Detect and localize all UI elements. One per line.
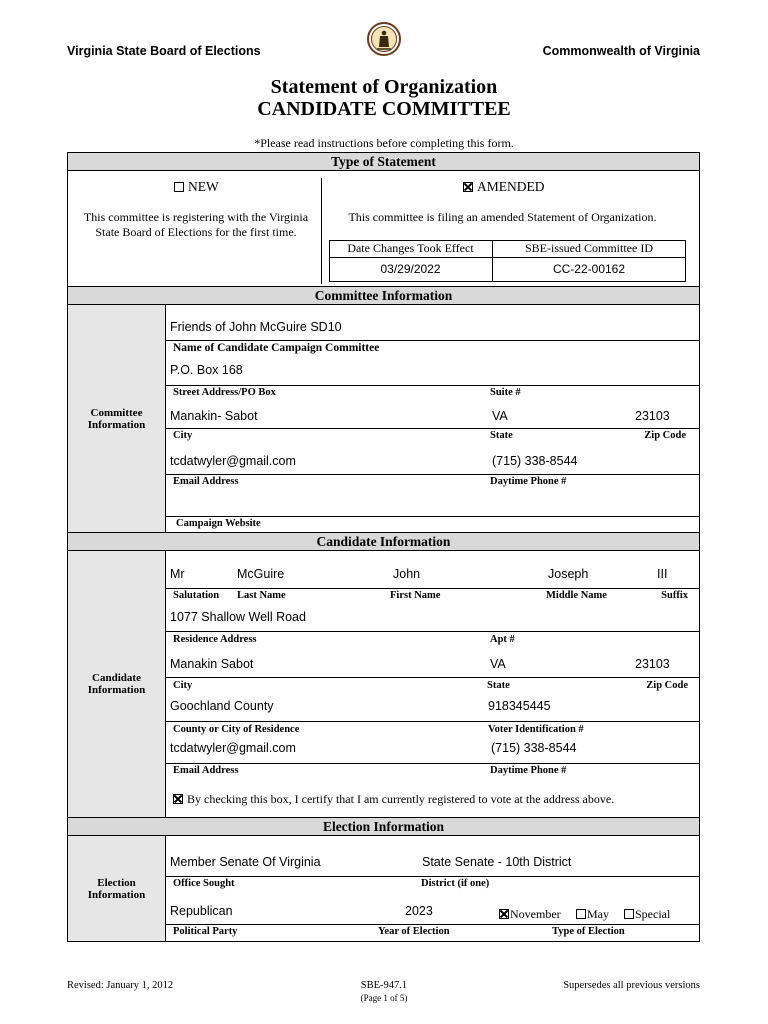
type-of-statement-heading: Type of Statement (67, 152, 700, 171)
suffix-input[interactable]: III (657, 567, 668, 581)
date-changes-label: Date Changes Took Effect (347, 241, 474, 255)
candidate-state-input[interactable]: VA (490, 657, 506, 671)
office-sought-label: Office Sought (173, 878, 235, 889)
first-name-input[interactable]: John (393, 567, 421, 581)
november-checkbox-icon (499, 909, 509, 919)
committee-city-input[interactable]: Manakin- Sabot (170, 409, 258, 423)
amended-checkbox[interactable]: AMENDED (463, 179, 545, 195)
candidate-info-heading: Candidate Information (67, 532, 700, 551)
election-side-label: Election Information (68, 836, 166, 941)
district-label: District (if one) (421, 878, 490, 889)
new-description: This committee is registering with the Virginia State Board of Elections for the first time. (83, 210, 309, 239)
candidate-email-input[interactable]: tcdatwyler@gmail.com (170, 741, 296, 755)
footer-revised: Revised: January 1, 2012 (67, 980, 174, 991)
date-changes-value[interactable]: 03/29/2022 (380, 262, 441, 276)
amended-description: This committee is filing an amended Statement of Organization. (348, 210, 657, 224)
committee-phone-input[interactable]: (715) 338-8544 (492, 454, 578, 468)
november-checkbox[interactable]: November (499, 907, 561, 922)
special-checkbox[interactable]: Special (624, 907, 670, 922)
residence-address-label: Residence Address (173, 634, 257, 645)
candidate-city-input[interactable]: Manakin Sabot (170, 657, 254, 671)
candidate-email-label: Email Address (173, 765, 239, 776)
form-subtitle: CANDIDATE COMMITTEE (257, 98, 511, 120)
new-checkbox[interactable]: NEW (174, 179, 219, 195)
candidate-side-label: Candidate Information (68, 551, 166, 817)
form-title: Statement of Organization (270, 76, 498, 98)
political-party-input[interactable]: Republican (170, 904, 233, 918)
county-input[interactable]: Goochland County (170, 699, 274, 713)
committee-info-heading: Committee Information (67, 286, 700, 305)
candidate-city-label: City (173, 680, 193, 691)
special-checkbox-icon (624, 909, 634, 919)
middle-name-label: Middle Name (546, 590, 607, 601)
committee-id-value[interactable]: CC-22-00162 (552, 262, 626, 276)
committee-zip-input[interactable]: 23103 (635, 409, 670, 423)
new-checkbox-icon (174, 182, 184, 192)
voter-id-input[interactable]: 918345445 (488, 699, 551, 713)
last-name-label: Last Name (237, 590, 286, 601)
committee-street-label: Street Address/PO Box (173, 387, 276, 398)
salutation-label: Salutation (173, 590, 220, 601)
candidate-phone-label: Daytime Phone # (490, 765, 567, 776)
committee-zip-label: Zip Code (644, 430, 686, 441)
committee-id-label: SBE-issued Committee ID (525, 241, 653, 255)
voter-id-label: Voter Identification # (488, 724, 584, 735)
last-name-input[interactable]: McGuire (237, 567, 285, 581)
candidate-zip-input[interactable]: 23103 (635, 657, 670, 671)
campaign-website-label: Campaign Website (176, 518, 261, 529)
committee-state-label: State (490, 430, 513, 441)
district-input[interactable]: State Senate - 10th District (422, 855, 572, 869)
office-sought-input[interactable]: Member Senate Of Virginia (170, 855, 321, 869)
header-commonwealth: Commonwealth of Virginia (542, 44, 700, 58)
state-seal-icon (367, 22, 401, 56)
amended-checkbox-icon (463, 182, 473, 192)
first-name-label: First Name (390, 590, 441, 601)
committee-name-label: Name of Candidate Campaign Committee (173, 342, 380, 354)
middle-name-input[interactable]: Joseph (548, 567, 589, 581)
committee-side-label: Committee Information (68, 305, 166, 532)
header-agency: Virginia State Board of Elections (67, 44, 261, 58)
election-info-heading: Election Information (67, 817, 700, 836)
may-checkbox[interactable]: May (576, 907, 609, 922)
candidate-phone-input[interactable]: (715) 338-8544 (491, 741, 577, 755)
political-party-label: Political Party (173, 926, 238, 937)
candidate-zip-label: Zip Code (646, 680, 688, 691)
salutation-input[interactable]: Mr (170, 567, 185, 581)
residence-address-input[interactable]: 1077 Shallow Well Road (170, 610, 306, 624)
certify-checkbox[interactable]: By checking this box, I certify that I am currently registered to vote at the address above. (173, 792, 614, 807)
committee-street-input[interactable]: P.O. Box 168 (170, 363, 243, 377)
footer-supersedes: Supersedes all previous versions (563, 980, 700, 991)
committee-state-input[interactable]: VA (492, 409, 508, 423)
footer-page-number: (Page 1 of 5) (360, 993, 408, 1003)
election-type-label: Type of Election (552, 926, 625, 937)
committee-name-input[interactable]: Friends of John McGuire SD10 (170, 320, 342, 334)
committee-city-label: City (173, 430, 193, 441)
certify-checkbox-icon (173, 794, 183, 804)
may-checkbox-icon (576, 909, 586, 919)
county-label: County or City of Residence (173, 724, 300, 735)
election-year-label: Year of Election (378, 926, 450, 937)
committee-email-input[interactable]: tcdatwyler@gmail.com (170, 454, 296, 468)
committee-phone-label: Daytime Phone # (490, 476, 567, 487)
candidate-state-label: State (487, 680, 510, 691)
footer-form-number: SBE-947.1 (360, 980, 408, 991)
committee-suite-label: Suite # (490, 387, 521, 398)
apt-label: Apt # (490, 634, 515, 645)
suffix-label: Suffix (661, 590, 688, 601)
instruction-note: *Please read instructions before completing this form. (254, 136, 514, 150)
election-year-input[interactable]: 2023 (405, 904, 433, 918)
committee-email-label: Email Address (173, 476, 239, 487)
